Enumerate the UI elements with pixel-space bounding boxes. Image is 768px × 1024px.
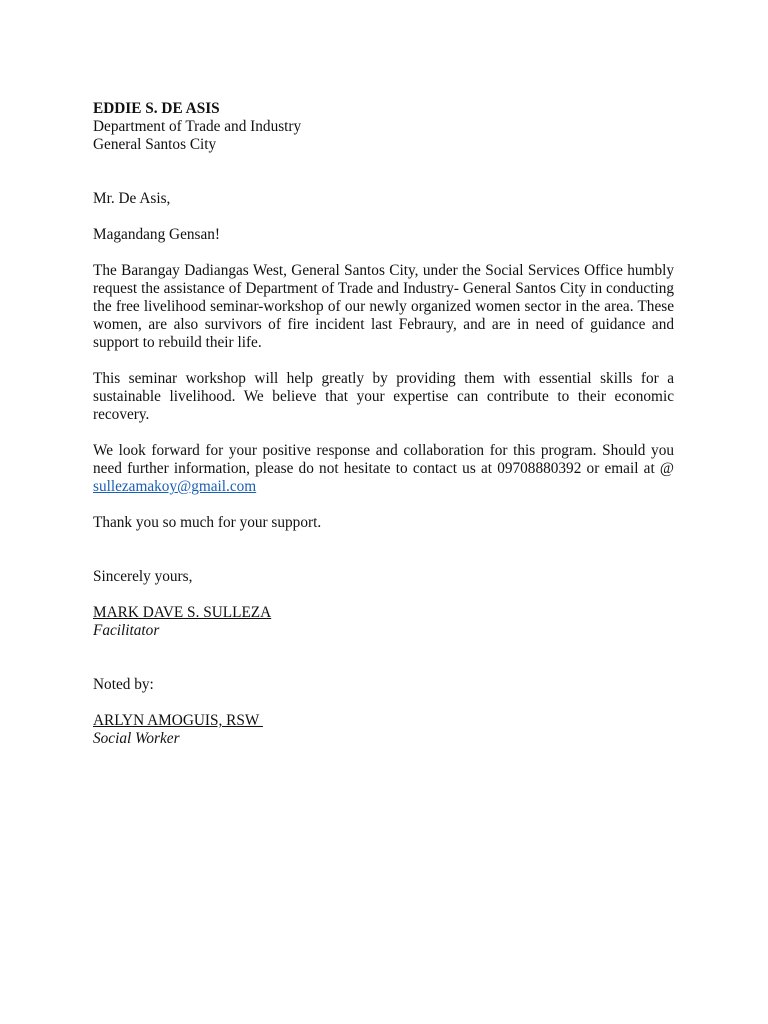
recipient-city: General Santos City [93,136,217,153]
paragraph-purpose: This seminar workshop will help greatly by providing them with essential skills for a sustainable livelihood. We believe that your expertise can contribute to their economic recovery. [93,370,674,423]
recipient-name: EDDIE S. DE ASIS [93,100,220,117]
thanks-line: Thank you so much for your support. [93,514,322,531]
salutation: Mr. De Asis, [93,190,171,207]
signatory-name: MARK DAVE S. SULLEZA [93,604,272,621]
email-link[interactable]: sullezamakoy@gmail.com [93,478,257,495]
recipient-block [93,100,674,154]
greeting: Magandang Gensan! [93,226,221,243]
noted-title: Social Worker [93,730,180,747]
signatory-title: Facilitator [93,622,160,639]
noted-block [93,712,674,748]
contact-text: We look forward for your positive response and collaboration for this program. Should you need further information, please do not hesitate to contact us at 09708880392 or email at @ [93,442,674,477]
paragraph-contact [93,442,674,496]
signature-block [93,604,674,640]
closing: Sincerely yours, [93,568,193,585]
recipient-office: Department of Trade and Industry [93,118,302,135]
letter-body [93,100,674,748]
paragraph-request: The Barangay Dadiangas West, General Santos City, under the Social Services Office humbly request the assistance of Department of Trade and Industry- General Santos City in conducting the free livelihood seminar-workshop of our newly organized women sector in the area. These women, are also survivors of fire incident last Febraury, and are in need of guidance and support to rebuild their life. [93,262,674,351]
noted-name: ARLYN AMOGUIS, RSW [93,712,263,729]
noted-label: Noted by: [93,676,154,693]
